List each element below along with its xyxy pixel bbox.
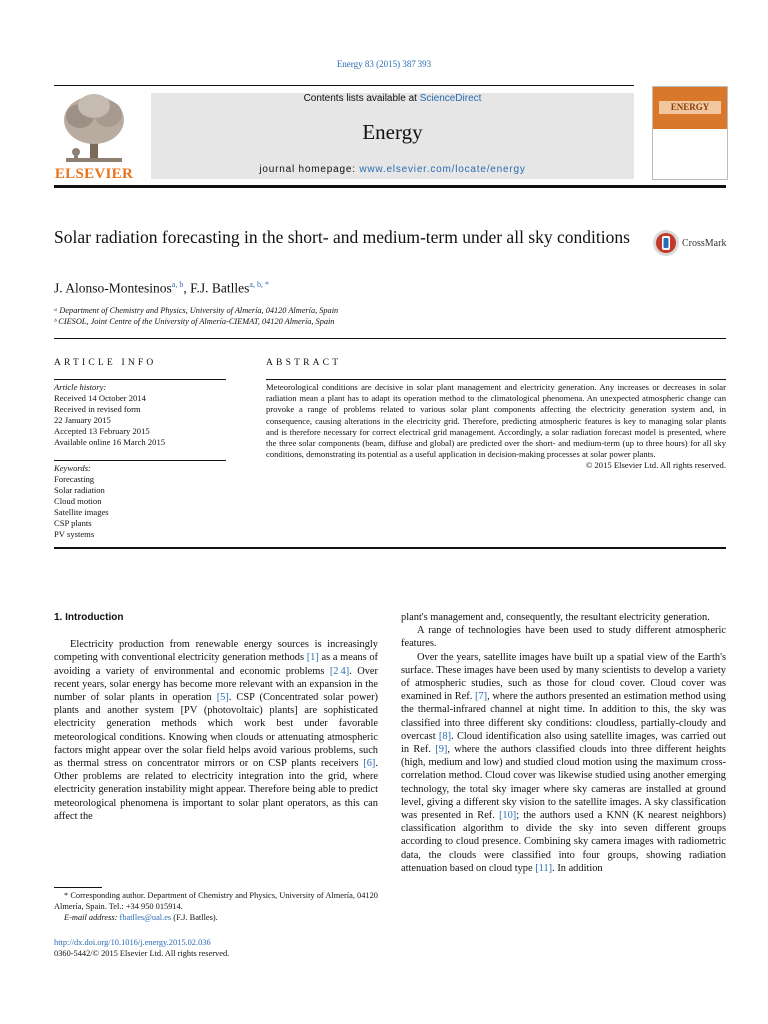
article-info-rule [54,379,226,380]
reference-link[interactable]: [6] [363,758,376,770]
history-item: Received 14 October 2014 [54,393,146,403]
sciencedirect-link[interactable]: ScienceDirect [419,93,482,104]
reference-link[interactable]: [1] [306,652,319,664]
reference-link[interactable]: [7] [474,691,488,703]
author-affiliation-marker[interactable]: a, b [171,280,184,289]
front-matter-end-rule [54,547,726,549]
journal-citation-link[interactable]: Energy 83 (2015) 387 393 [336,59,432,69]
abstract-body [266,382,726,472]
email-note: E-mail address: fbatlles@ual.es (F.J. Batlles). [64,913,218,922]
journal-homepage-line [151,164,634,175]
journal-homepage-link[interactable]: www.elsevier.com/locate/energy [359,164,526,175]
body-paragraph: plant's management and, consequently, the resultant electricity generation. [401,612,710,623]
journal-cover-thumbnail [652,86,728,180]
author-separator: , [183,280,191,296]
keyword-item: Cloud motion [54,496,102,506]
affiliation-b: ᵇ CIESOL, Joint Centre of the University of Almería-CIEMAT, 04120 Almería, Spain [54,317,335,326]
homepage-prefix: journal homepage: [259,164,360,175]
history-item: Received in revised form [54,404,141,414]
keywords-list [54,463,226,540]
body-right-column [401,611,726,875]
author-affiliation-marker[interactable]: a, b, * [249,280,269,289]
corresponding-author-note: * Corresponding author. Department of Chemistry and Physics, University of Almería, 04120 Almería, Spain. Tel.: +34 950 015914. [54,891,378,911]
body-left-column [54,611,378,823]
header-bottom-rule [54,185,726,188]
history-item: 22 January 2015 [54,415,111,425]
contents-prefix: Contents lists available at [303,93,420,104]
keyword-item: Satellite images [54,507,109,517]
affiliation-a: ᵃ Department of Chemistry and Physics, University of Almería, 04120 Almería, Spain [54,306,339,315]
body-paragraph: Over the years, satellite images have built up a spatial view of the Earth's surface. These images have been used by many scientists to develop a variety of atmospheric studies, such as those for cloud cover. Cloud cover was examined in Ref. [7], where the authors presented an estimation method using the thermal-infrared channel at night time. In addition to this, the sky was classified into three different sky conditions: cloudless, partially-cloudy and overcast [8]. Cloud identification also using satellite images, was carried out in Ref. [9], where the authors classified clouds into three different heights (high, medium and low) and studied cloud motion using the maximum cross-correlation method. Cloud cover was likewise studied using another emerging technology, the total sky imager where sky cameras are installed at ground level, giving a different sky vision to the satellite images. A sky classification was presented in Ref. [10]; the authors used a KNN (K nearest neighbors) classification algorithm to divide the sky into seven different groups according to cloud presence. Combining sky camera images with radiometric data, the clouds were classified into four groups, showing radiation attenuation based on cloud type [11]. In addition [401,651,727,874]
history-item: Available online 16 March 2015 [54,437,166,447]
reference-link[interactable]: [5] [216,692,229,704]
journal-title: Energy [362,120,423,144]
keyword-item: PV systems [54,529,95,539]
journal-cover-title: ENERGY [659,101,721,114]
author-name: J. Alonso-Montesinos [54,280,172,296]
history-label: Article history: [54,382,107,392]
body-paragraph: Electricity production from renewable energy sources is increasingly competing with conventional electricity generation methods [1] as a means of avoiding a variety of environmental and economic problems [2 4]. Over recent years, solar energy has become more relevant with an expansion in the number of solar plants in operation [5]. CSP (Concentrated solar power) plants and another system [PV (photovoltaic) plants] are sophisticated electricity generation methods which work best under favorable meteorological conditions. Knowing when clouds or attenuating atmospheric factors might appear over the solar field helps avoid various problems, such as thermal stress on concentrator mirrors or on CSP plants receivers [6]. Other problems are related to electricity integration into the grid, where electricity generation instability might appear. Therefore being able to predict meteorological phenomena is important to solar plant operators, as this can affect the [54,639,379,822]
history-item: Accepted 13 February 2015 [54,426,150,436]
doi-link[interactable]: http://dx.doi.org/10.1016/j.energy.2015.02.036 [54,938,211,947]
reference-link[interactable]: [9] [435,744,448,756]
keywords-label: Keywords: [54,463,91,473]
reference-link[interactable]: [2 4] [329,665,350,677]
article-history [54,382,226,448]
elsevier-wordmark: ELSEVIER [54,166,134,182]
author-list [54,280,269,297]
reference-link[interactable]: [11] [535,862,553,874]
reference-link[interactable]: [8] [438,730,452,742]
reference-link[interactable]: [10] [498,810,517,822]
article-info-heading: ARTICLE INFO [54,358,157,368]
footnotes [54,890,378,923]
author-name: F.J. Batlles [190,280,250,296]
issn-line: 0360-5442/© 2015 Elsevier Ltd. All rights reserved. [54,949,230,958]
header-top-rule [54,85,634,86]
doi-block [54,937,378,959]
keyword-item: Forecasting [54,474,95,484]
crossmark-label[interactable]: CrossMark [682,238,727,249]
body-paragraph: A range of technologies have been used to study different atmospheric features. [401,625,726,650]
crossmark-icon[interactable] [652,229,680,257]
paper-title: Solar radiation forecasting in the short- and medium-term under all sky conditions [54,227,630,247]
title-block-rule [54,338,726,339]
section-heading-introduction: 1. Introduction [54,612,124,623]
email-link[interactable]: fbatlles@ual.es [119,913,172,922]
footnote-rule [54,887,102,888]
keyword-item: CSP plants [54,518,92,528]
keyword-item: Solar radiation [54,485,105,495]
abstract-text: Meteorological conditions are decisive in solar plant management and electricity generation. Any increases or decreases in solar radiation mean a plant has to adapt its operation method to the climatological phenomena. An unexpected atmospheric change can provoke a range of problems related to various solar plant components affecting the electricity generation system and, in consequence, causing alterations in the electricity grid. Therefore, predicting atmospheric features is key to managing solar plants and is therefore necessary for correct electrical grid management. Accordingly, a solar radiation forecast model is presented, where the three solar components (beam, diffuse and global) are predicted over the short- and medium-term (up to three hours) for all sky conditions, demonstrating its potential as a useful application in decision-making processes at solar power plants. [266,382,726,460]
abstract-rule [266,379,726,380]
keywords-rule [54,460,226,461]
abstract-copyright: © 2015 Elsevier Ltd. All rights reserved. [585,460,726,471]
contents-available-line [151,93,634,104]
abstract-heading: ABSTRACT [266,358,342,368]
